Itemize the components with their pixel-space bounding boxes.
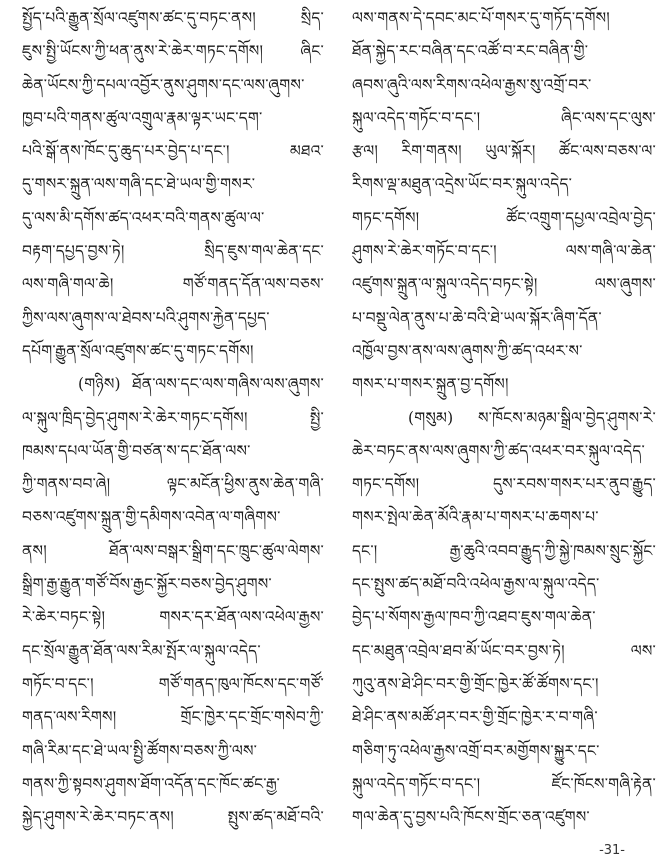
text-line: ཤུགས་རེ་ཆེར་གཏོང་བ་དང་། ལས་གཞི་ལ་ཆེན་ (352, 242, 656, 261)
text-line: ཀྱིས་ལས་ཞུགས་ལ་ཐེབས་པའི་ཤུགས་རྐྱེན་དཔྱད་ (22, 308, 270, 327)
text-line: རྩལ། རིག་གནས། ཡུལ་སྐོར། ཚོང་ལས་བཅས་ལ་ (352, 142, 656, 161)
text-line: གཏོང་བ་དང་། གཙོ་གནད་ཁུལ་ཁོངས་དང་གཙོ་ (22, 674, 324, 693)
text-line: དུ་ལས་མི་དགོས་ཚད་འཕར་བའི་གནས་ཚུལ་ལ་ (22, 208, 265, 227)
text-line: དང་སྤུས་ཚད་མཐོ་བའི་འཕེལ་རྒྱས་ལ་སྐུལ་འདེད་ (352, 575, 600, 594)
text-line: བརྟག་དཔྱད་བྱས་ཏེ། སྲིད་ཇུས་གལ་ཆེན་དང་ (22, 242, 324, 261)
text-line: ཆེར་བཏང་ནས་ལས་ཞུགས་ཀྱི་ཚད་འཕར་བར་སྐུལ་འདེད་ (352, 441, 645, 460)
text-line: ཐོན་སྐྱེད་རང་བཞིན་དང་འཚོ་བ་རང་བཞིན་གྱི་ (352, 42, 589, 61)
text-line: གསར་སྤེལ་ཆེན་མོའི་རྣམ་པ་གསར་པ་ཆགས་པ་ (352, 508, 599, 527)
text-line: ཀུའུ་ནས་ཐེ་ཤིང་བར་གྱི་གྲོང་ཁྱེར་ཚོ་ཚོགས་དང་། (352, 674, 599, 693)
text-line: གཅིག་ཏུ་འཕེལ་རྒྱས་འགྲོ་བར་མགྱོགས་སྐྱུར་དང་ (352, 741, 600, 760)
text-line: སྐུལ་འདེད་གཏོང་བ་དང་། ཛོང་ཁོངས་གཞི་རྟེན་ (352, 774, 656, 793)
text-line: ཁམས་དཔལ་ཡོན་གྱི་བཙན་ས་དང་ཐོན་ལས་ (22, 441, 251, 460)
text-line: (གསུམ) ས་ཁོངས་མཉམ་སྒྲིལ་བྱེད་ཤུགས་རེ་ (408, 408, 656, 427)
text-line: གཏང་དགོས། དུས་རབས་གསར་པར་ནུབ་རྒྱུད་ (352, 475, 656, 494)
text-line: གཏང་དགོས། ཚོང་འགྲུག་དཔྱལ་འབྲེལ་བྱེད་ (352, 208, 656, 227)
text-line: ལས་གཞི་གལ་ཆེ། གཙོ་གནད་དོན་ལས་བཅས་ (22, 275, 324, 294)
text-line: སྤྱོད་པའི་རྒྱུན་སྲོལ་འཛུགས་ཚང་དུ་བཏང་ནས། སྲིད་ (22, 9, 324, 27)
text-line: ཞབས་ཞུའི་ལས་རིགས་འཕེལ་རྒྱས་སུ་འགྲོ་བར་ (352, 75, 592, 94)
text-line: དང་མཐུན་འབྲེལ་ཐབ་མོ་ཡོང་བར་བྱས་ཏེ། ལས་ (352, 641, 656, 660)
text-line: ཆེན་ཡོངས་ཀྱི་དཔལ་འབྱོར་ནུས་ཤུགས་དང་ལས་ཞུགས་ (22, 75, 305, 94)
text-line: ཐེ་ཤིང་ནས་མཚོ་ཤར་བར་གྱི་གྲོང་ཁྱེར་ར་བ་གཞི་ (352, 708, 598, 727)
text-line: ཁྱབ་པའི་གནས་ཚུལ་འགྲུལ་རྣམ་ལྟར་ཡང་དག་ (22, 108, 263, 127)
text-line: བཅས་འཛུགས་སྐྲུན་གྱི་དམིགས་འབེན་ལ་གཞིགས་ (22, 508, 281, 527)
text-line: གལ་ཆེན་དུ་བྱས་པའི་ཁོངས་གྲོང་ཅན་འཛུགས་ (352, 808, 590, 827)
text-line: ལ་སྐུལ་ཁྲིད་བྱེད་ཤུགས་རེ་ཆེར་གཏང་དགོས། སྤྱི་ (22, 408, 324, 427)
text-line: གསར་པ་གསར་སྐྲུན་བྱ་དགོས། (352, 375, 509, 394)
text-line: ཀྱི་གནས་བབ་ཞེ། ལྟང་མངོན་ཕྱིས་ནུས་ཆེན་གཞི་ (22, 475, 324, 494)
text-line: རིགས་ལྡ་མཐུན་འདྲེས་ཡོང་བར་སྐུལ་འདེད་ (352, 175, 573, 194)
text-line: འཛུགས་སྐྲུན་ལ་སྐུལ་འདེད་བཏང་སྟེ། ལས་ཞུགས་ (352, 275, 656, 294)
text-line: སྐྱེད་ཤུགས་རེ་ཆེར་བཏང་ནས། སྤུས་ཚད་མཐོ་བའི་ (22, 808, 324, 827)
text-line: དུ་གསར་སྐྲུན་ལས་གཞི་དང་ཐེ་ཡལ་གྱི་གསར་ (22, 175, 256, 194)
text-line: བྱེད་པ་སོགས་རྒྱལ་ཁབ་ཀྱི་འཐབ་ཇུས་གལ་ཆེན་ (352, 608, 596, 627)
text-line: སྐུལ་འདེད་གཏོང་བ་དང་། ཞིང་ལས་དང་ལུས་ (352, 108, 656, 127)
left-text-column (22, 2, 324, 834)
text-line: གཞི་རིམ་དང་ཐེ་ཡལ་སྤྱི་ཚོགས་བཅས་ཀྱི་ལས་ (22, 741, 258, 760)
text-line: གནད་ལས་རིགས། གྲོང་ཁྱེར་དང་གྲོང་གསེབ་ཀྱི་ (22, 708, 324, 727)
text-line: ནས། ཐོན་ལས་བསྒར་སྒྲིག་དང་ཁྲུང་ཚུལ་ལེགས་ (22, 541, 324, 560)
text-line: དང་། རྒྱ་ཆུའི་འབབ་རྒྱུད་ཀྱི་སྐྱེ་ཁམས་སྲུང་སྐྱོང་ (352, 541, 656, 560)
text-line: པའི་སྒོ་ནས་ཁོང་དུ་ཆུད་པར་བྱེད་པ་དང་། མཐའ་ (22, 142, 324, 161)
text-line: (གཉིས) ཐོན་ལས་དང་ལས་གཞིས་ལས་ཞུགས་ (78, 375, 324, 394)
text-line: རེ་ཆེར་བཏང་སྟེ། གསར་དར་ཐོན་ལས་འཕེལ་རྒྱས་ (22, 608, 324, 627)
right-text-column (352, 2, 656, 834)
text-line: ལས་གནས་དེ་དབང་མང་པོ་གསར་དུ་གཏོད་དགོས། (352, 9, 610, 27)
text-line: སྒྲིག་རྒྱ་རྒྱུན་གཙོ་བོས་རྒྱང་སྐྱོར་བཅས་བྱེད་ཤུགས་ (22, 575, 272, 594)
text-line: ཇུས་སྤྱི་ཡོངས་ཀྱི་ཕན་ནུས་རེ་ཆེར་གཏང་དགོས། ཞིང་ (22, 42, 324, 61)
text-line: དང་སྲོལ་རྒྱུན་ཐོན་ལས་རིམ་སྤོར་ལ་སྐུལ་འདེད་ (22, 641, 261, 660)
page-number: -31- (599, 843, 625, 858)
text-line: གནས་ཀྱི་སྟབས་ཤུགས་ཐོག་འདོན་དང་ཁོང་ཚང་རྒྱ་ (22, 774, 280, 793)
text-line: དཔོག་རྒྱུན་སྲོལ་འཛུགས་ཚང་དུ་གཏང་དགོས། (22, 341, 254, 360)
text-line: འཁྱོལ་བྱས་ནས་ལས་ཞུགས་ཀྱི་ཚད་འཕར་ས་ (352, 341, 583, 360)
text-line: པ་བསྡུ་ལེན་ནུས་པ་ཆེ་བའི་ཐེ་ཡལ་སྐོར་ཞིག་དོན་ (352, 308, 602, 327)
